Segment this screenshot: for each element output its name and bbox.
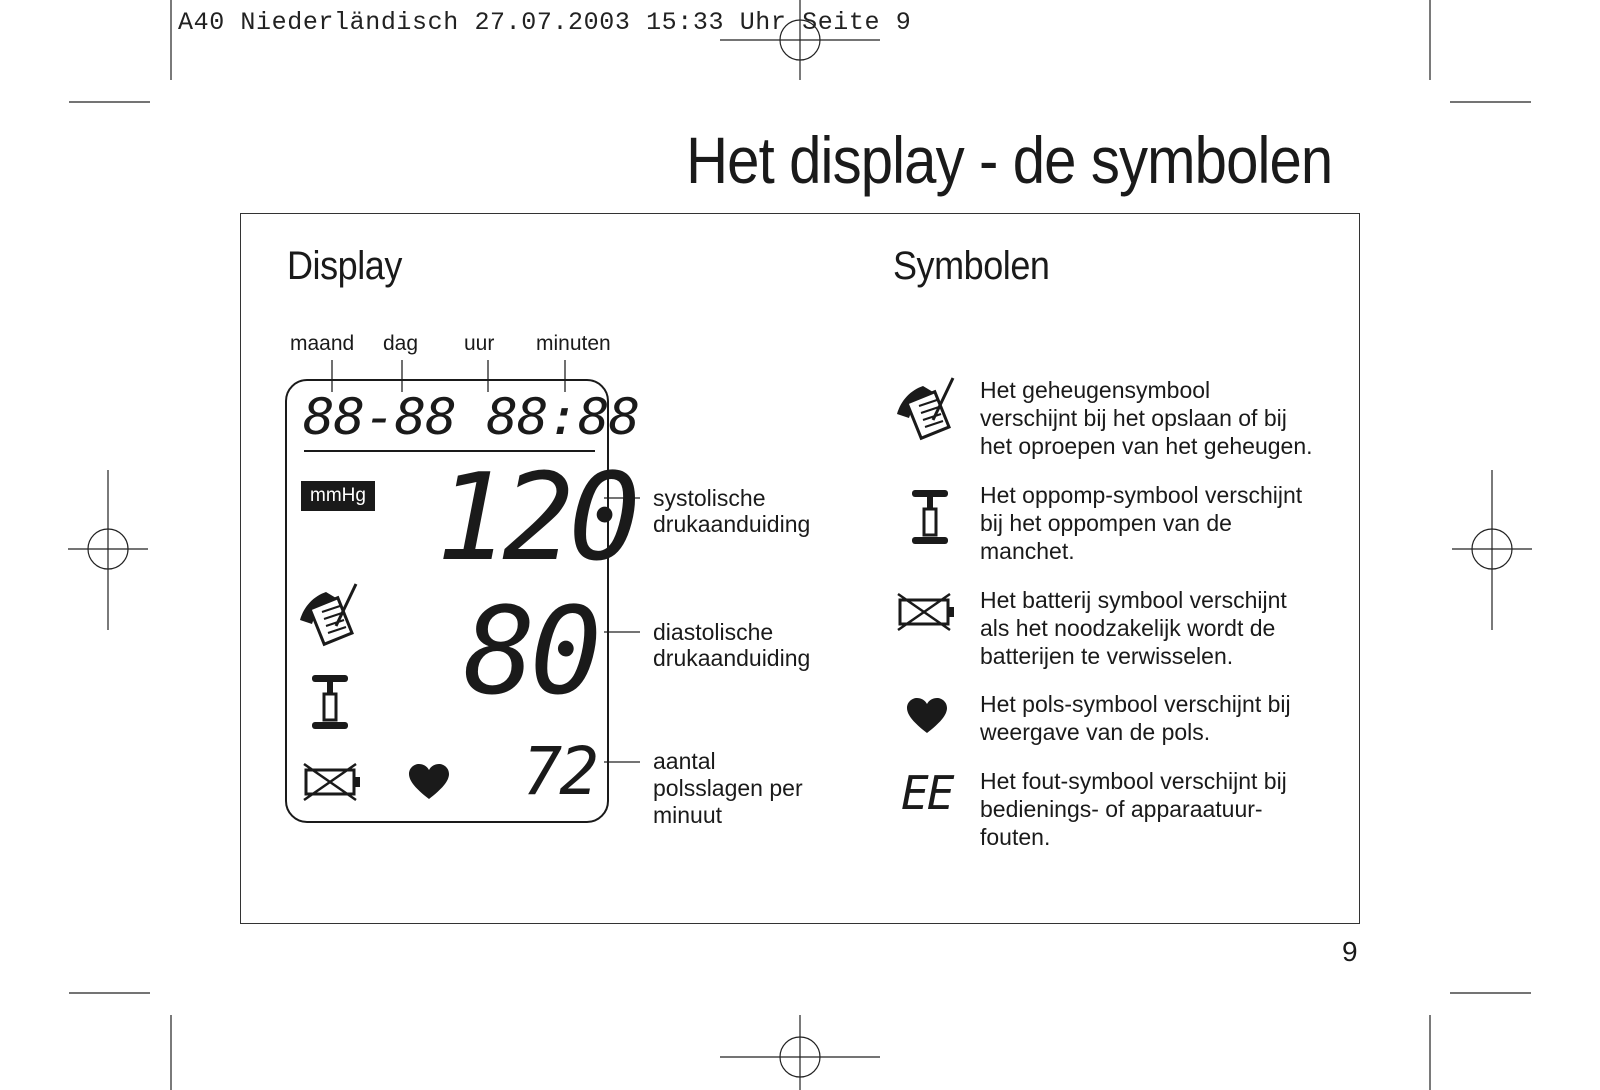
battery-icon (896, 592, 960, 632)
symbol-battery-line-3: batterijen te verwisselen. (980, 643, 1234, 669)
lcd-systolic (436, 449, 635, 588)
callout-diastolic-line-2: drukaanduiding (653, 645, 811, 671)
heart-icon (906, 697, 948, 735)
symbol-heart-line-2: weergave van de pols. (980, 719, 1211, 745)
symbol-battery-line-2: als het noodzakelijk wordt de (980, 615, 1276, 641)
callout-systolic (653, 485, 810, 537)
callout-diastolic-line-1: diastolische (653, 619, 774, 645)
label-day: dag (383, 332, 419, 355)
lcd-diastolic (436, 583, 596, 722)
memory-icon (893, 376, 961, 444)
callout-diastolic (653, 619, 810, 671)
print-slug: A40 Niederländisch 27.07.2003 15:33 Uhr Seite 9 (178, 8, 912, 37)
symbols-heading: Symbolen (893, 244, 1050, 288)
symbol-error-line-2: bedienings- of apparaatuur- (980, 796, 1263, 822)
lcd-pump-icon (308, 672, 352, 732)
symbol-error-text (980, 767, 1287, 851)
lcd-pulse-value: 72 (522, 733, 596, 810)
label-month: maand (290, 332, 355, 355)
callout-systolic-line-2: drukaanduiding (653, 511, 811, 537)
error-icon: EE (901, 766, 953, 820)
symbol-error-line-1: Het fout-symbool verschijnt bij (980, 768, 1287, 794)
symbol-error-line-3: fouten. (980, 824, 1051, 850)
symbol-memory-line-3: het oproepen van het geheugen. (980, 433, 1313, 459)
label-minutes: minuten (536, 332, 611, 355)
display-heading: Display (287, 244, 402, 288)
symbol-heart-line-1: Het pols-symbool verschijnt bij (980, 691, 1291, 717)
lcd-memory-icon (296, 582, 364, 650)
callout-pulse-line-3: minuut (653, 802, 723, 828)
lcd-heart-icon (408, 763, 450, 801)
lcd-systolic-value: 120 (436, 449, 635, 588)
page-title: Het display - de symbolen (685, 123, 1332, 197)
symbol-pump-line-1: Het oppomp-symbool verschijnt (980, 482, 1303, 508)
symbol-pump-text (980, 481, 1302, 565)
callout-pulse-line-1: aantal (653, 748, 716, 774)
page-number: 9 (1342, 936, 1358, 967)
pump-icon (908, 487, 952, 547)
symbol-pump-line-2: bij het oppompen van de (980, 510, 1232, 536)
symbol-memory-line-1: Het geheugensymbool (980, 377, 1211, 403)
lcd-date-time-text: 88-88 88:88 (303, 388, 640, 446)
symbol-heart-text (980, 690, 1291, 746)
callout-pulse-line-2: polsslagen per (653, 775, 803, 801)
callout-systolic-line-1: systolische (653, 485, 766, 511)
symbol-battery-text (980, 586, 1287, 670)
symbol-memory-text (980, 376, 1313, 460)
symbol-pump-line-3: manchet. (980, 538, 1075, 564)
symbol-battery-line-1: Het batterij symbool verschijnt (980, 587, 1287, 613)
lcd-date-time (303, 388, 640, 448)
lcd-diastolic-value: 80 (463, 583, 596, 722)
label-hour: uur (464, 332, 495, 355)
lcd-pulse (500, 733, 596, 810)
callout-pulse (653, 748, 803, 829)
lcd-battery-icon (302, 762, 364, 802)
unit-badge: mmHg (301, 481, 375, 511)
symbol-memory-line-2: verschijnt bij het opslaan of bij (980, 405, 1287, 431)
